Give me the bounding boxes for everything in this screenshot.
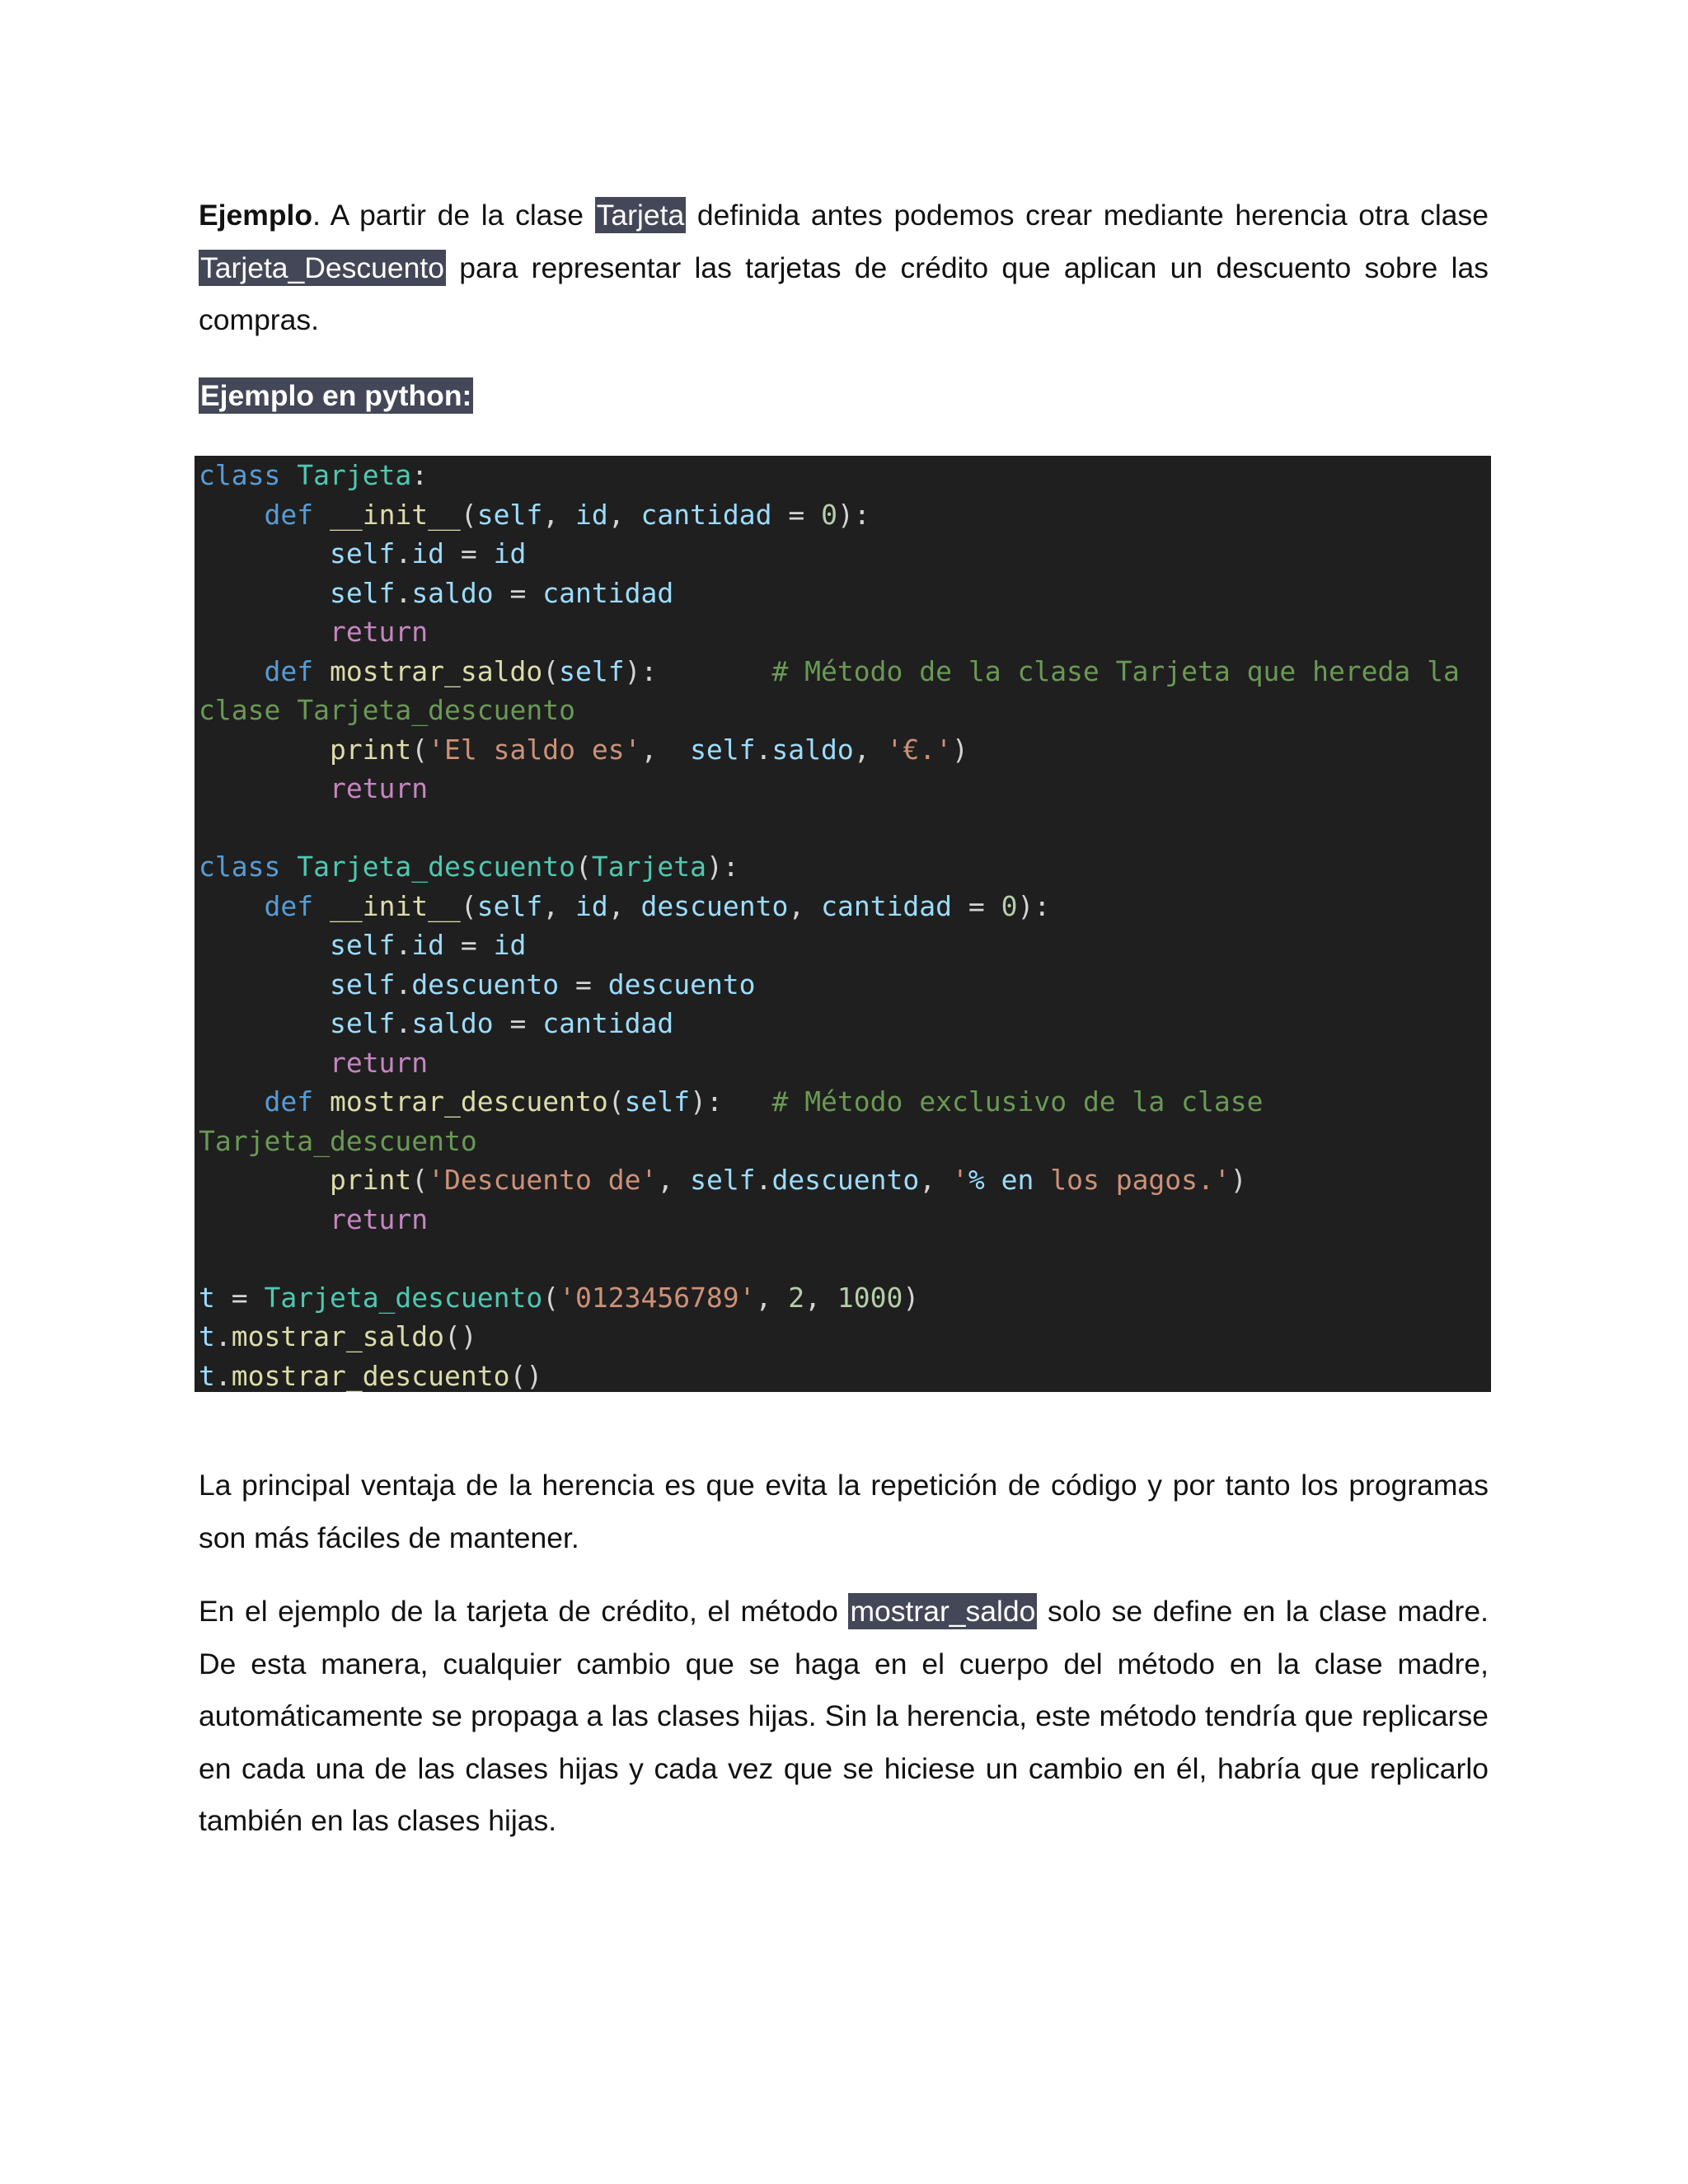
- code-token: self: [690, 733, 756, 766]
- code-listing: [199, 456, 1460, 1395]
- code-token: print: [329, 733, 412, 766]
- code-token: ,: [607, 498, 641, 531]
- code-token: descuento: [640, 889, 789, 922]
- code-token: ):: [690, 1085, 723, 1118]
- code-token: self: [690, 1164, 756, 1196]
- advantage-paragraph: La principal ventaja de la herencia es que evita la repetición de código y por tanto los programas son más fáciles de mantener.: [199, 1469, 1489, 1554]
- code-token: 0: [1001, 889, 1018, 922]
- code-token: 0: [821, 498, 837, 531]
- code-token: Tarjeta: [297, 459, 412, 491]
- code-token: .: [395, 968, 412, 1001]
- code-token: id: [575, 889, 608, 922]
- code-token: self: [329, 537, 396, 569]
- code-string: '€.': [886, 733, 952, 766]
- code-token: self: [329, 1007, 396, 1039]
- code-token: descuento: [771, 1164, 920, 1196]
- code-token: .: [395, 576, 412, 609]
- example-heading: Ejemplo en python:: [200, 379, 472, 412]
- code-token: =: [493, 1007, 543, 1039]
- code-token: def: [264, 889, 314, 922]
- explanation-text-1: En el ejemplo de la tarjeta de crédito, el método: [199, 1595, 849, 1628]
- code-token: :: [411, 459, 429, 491]
- code-comment: clase Tarjeta_descuento: [199, 694, 575, 726]
- code-token: saldo: [411, 1007, 494, 1039]
- code-token: __init__: [329, 498, 461, 531]
- explanation-text-2: solo se define en la clase madre. De esta manera, cualquier cambio que se haga en el cuerpo del método en la clase madre, automáticamente se propaga a las clases hijas. Sin la herencia, este método tendría que replicarse en cada una de las clases hijas y cada vez que se hiciese un cambio en él, habría que replicarlo también en las clases hijas.: [199, 1595, 1489, 1837]
- code-token: .: [755, 1164, 772, 1196]
- intro-text-2: definida antes podemos crear mediante herencia otra clase: [686, 199, 1489, 232]
- code-token: =: [214, 1281, 265, 1314]
- code-token: cantidad: [640, 498, 772, 531]
- code-token: def: [264, 1085, 314, 1118]
- code-string: ': [952, 1164, 968, 1196]
- code-token: (: [542, 654, 560, 687]
- code-token: =: [559, 968, 608, 1001]
- code-token: t: [199, 1281, 215, 1314]
- code-token: ):: [837, 498, 870, 531]
- code-token: ,: [853, 733, 887, 766]
- code-token: t: [199, 1359, 215, 1392]
- example-label: Ejemplo: [199, 199, 313, 232]
- code-token: Tarjeta: [591, 851, 706, 883]
- code-token: ,: [657, 1164, 691, 1196]
- code-token: =: [771, 498, 822, 531]
- code-token: .: [214, 1320, 232, 1352]
- code-string: 'El saldo es': [428, 733, 641, 766]
- code-token: ,: [542, 498, 576, 531]
- code-token: ,: [804, 1281, 837, 1314]
- code-token: =: [493, 576, 543, 609]
- code-token: =: [444, 929, 494, 961]
- code-block: [195, 456, 1491, 1392]
- code-token: .: [755, 733, 772, 766]
- code-token: ): [952, 733, 968, 766]
- code-token: t: [199, 1320, 215, 1352]
- code-token: self: [329, 968, 396, 1001]
- code-string: % en: [968, 1164, 1034, 1196]
- code-token: Tarjeta_descuento: [264, 1281, 543, 1314]
- intro-text-3: para representar las tarjetas de crédito que aplican un descuento sobre las compras.: [199, 251, 1489, 336]
- code-token: self: [476, 498, 543, 531]
- code-token: ,: [755, 1281, 789, 1314]
- code-token: ,: [640, 733, 691, 766]
- code-token: id: [493, 537, 527, 569]
- code-token: return: [329, 1046, 429, 1079]
- code-token: .: [395, 1007, 412, 1039]
- explanation-paragraph: [199, 1586, 1489, 1848]
- code-token: (): [444, 1320, 477, 1352]
- code-token: ,: [542, 889, 576, 922]
- code-token: .: [214, 1359, 232, 1392]
- inline-code-tarjeta-descuento: Tarjeta_Descuento: [200, 251, 445, 284]
- code-token: =: [444, 537, 494, 569]
- intro-text-1: . A partir de la clase: [312, 199, 595, 232]
- code-token: def: [264, 498, 314, 531]
- code-token: ): [903, 1281, 920, 1314]
- code-token: =: [952, 889, 1001, 922]
- code-token: cantidad: [542, 576, 674, 609]
- code-token: ):: [706, 851, 739, 883]
- code-token: print: [329, 1164, 412, 1196]
- code-token: .: [395, 537, 412, 569]
- code-token: (: [542, 1281, 560, 1314]
- code-token: class: [199, 459, 281, 491]
- code-token: (): [509, 1359, 543, 1392]
- code-token: .: [395, 929, 412, 961]
- code-token: (: [411, 733, 429, 766]
- code-token: saldo: [771, 733, 854, 766]
- code-token: mostrar_saldo: [329, 654, 543, 687]
- code-comment: Tarjeta_descuento: [199, 1124, 477, 1157]
- code-token: mostrar_descuento: [329, 1085, 608, 1118]
- code-token: ):: [624, 654, 658, 687]
- code-string: '0123456789': [559, 1281, 756, 1314]
- code-token: id: [411, 929, 445, 961]
- code-token: (: [607, 1085, 625, 1118]
- code-token: mostrar_saldo: [231, 1320, 445, 1352]
- code-comment: # Método exclusivo de la clase: [771, 1085, 1264, 1118]
- code-token: descuento: [411, 968, 560, 1001]
- code-token: (: [574, 851, 592, 883]
- code-string: los pagos.': [1034, 1164, 1231, 1196]
- code-token: def: [264, 654, 314, 687]
- code-token: ):: [1017, 889, 1051, 922]
- code-string: 'Descuento de': [428, 1164, 658, 1196]
- code-token: cantidad: [542, 1007, 674, 1039]
- code-token: return: [329, 1202, 429, 1235]
- code-token: (: [411, 1164, 429, 1196]
- inline-code-tarjeta: Tarjeta: [596, 199, 685, 232]
- code-token: ,: [919, 1164, 952, 1196]
- code-token: cantidad: [821, 889, 953, 922]
- code-token: saldo: [411, 576, 494, 609]
- code-token: id: [411, 537, 445, 569]
- code-token: self: [329, 576, 396, 609]
- code-token: self: [476, 889, 543, 922]
- code-token: class: [199, 851, 281, 883]
- code-token: Tarjeta_descuento: [297, 851, 575, 883]
- inline-code-mostrar-saldo: mostrar_saldo: [850, 1595, 1036, 1628]
- code-token: 1000: [837, 1281, 903, 1314]
- code-token: id: [493, 929, 527, 961]
- code-token: (: [460, 498, 477, 531]
- code-token: self: [329, 929, 396, 961]
- code-token: (: [460, 889, 477, 922]
- code-token: 2: [788, 1281, 805, 1314]
- code-token: __init__: [329, 889, 461, 922]
- intro-paragraph: [199, 190, 1489, 347]
- code-token: mostrar_descuento: [231, 1359, 510, 1392]
- code-token: return: [329, 772, 429, 804]
- code-token: ,: [607, 889, 641, 922]
- code-token: self: [624, 1085, 691, 1118]
- code-token: self: [559, 654, 625, 687]
- code-comment: # Método de la clase Tarjeta que hereda la: [771, 654, 1460, 687]
- code-token: return: [329, 616, 429, 648]
- code-token: ): [1230, 1164, 1247, 1196]
- code-token: id: [575, 498, 608, 531]
- code-token: ,: [788, 889, 822, 922]
- code-token: descuento: [607, 968, 756, 1001]
